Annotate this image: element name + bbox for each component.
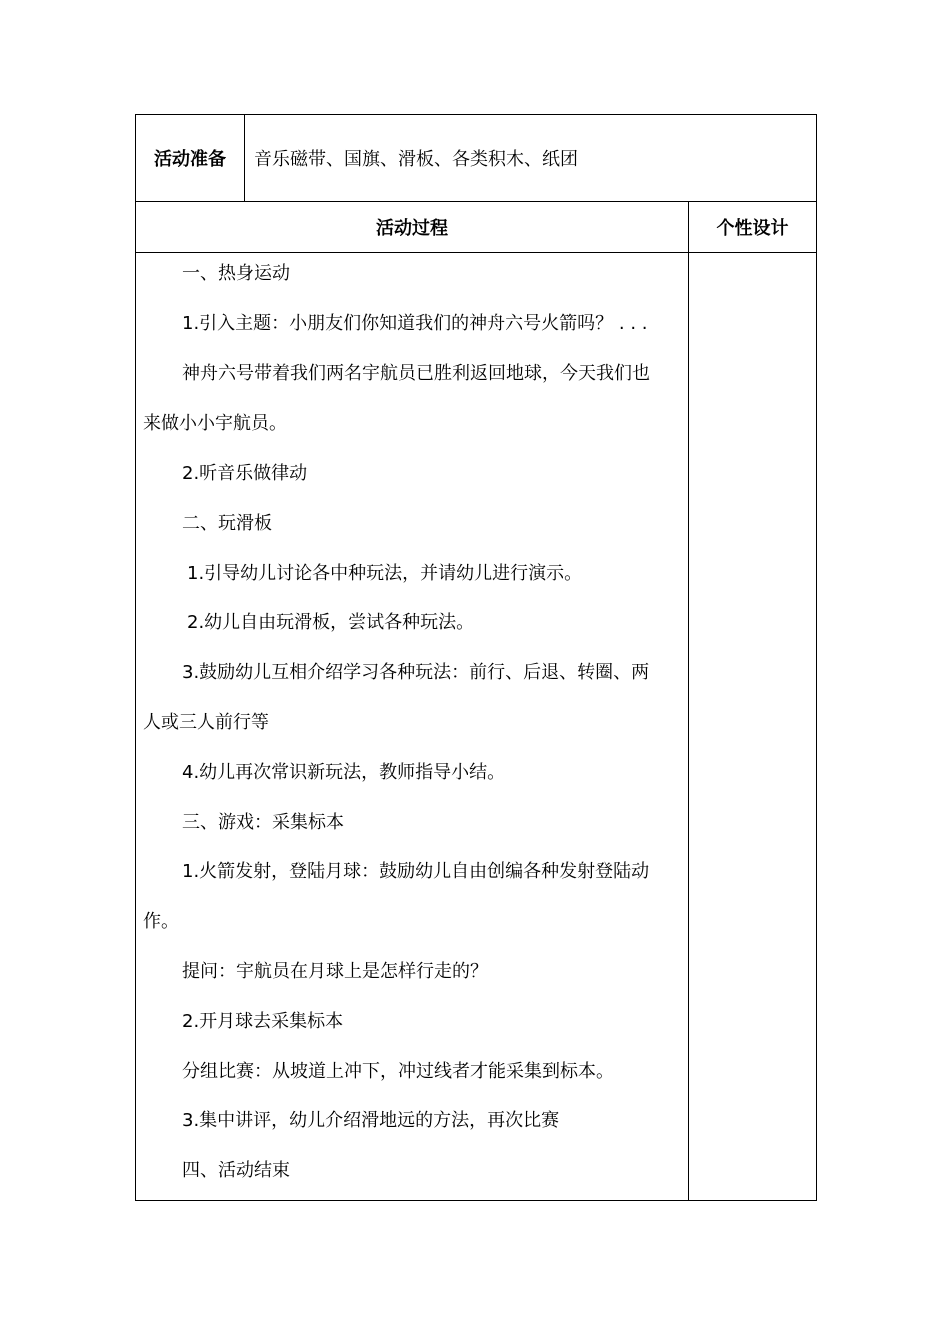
preparation-label: 活动准备 bbox=[136, 115, 245, 201]
process-line: 一、热身运动 bbox=[182, 263, 290, 284]
process-line: 1.引入主题：小朋友们你知道我们的神舟六号火箭吗？ . . . bbox=[182, 313, 648, 334]
process-line: 分组比赛：从坡道上冲下，冲过线者才能采集到标本。 bbox=[182, 1061, 614, 1082]
process-line: 2.听音乐做律动 bbox=[182, 463, 308, 484]
process-line: 二、玩滑板 bbox=[182, 513, 272, 534]
body-row bbox=[136, 253, 816, 1200]
process-line: 4.幼儿再次常识新玩法，教师指导小结。 bbox=[182, 762, 506, 783]
preparation-row bbox=[136, 115, 816, 202]
process-cell bbox=[136, 253, 689, 1200]
process-line: 3.鼓励幼儿互相介绍学习各种玩法：前行、后退、转圈、两 bbox=[182, 662, 650, 683]
process-line: 提问：宇航员在月球上是怎样行走的？ bbox=[182, 961, 488, 982]
process-line: 作。 bbox=[143, 911, 179, 932]
design-cell bbox=[689, 253, 816, 1200]
process-line: 来做小小宇航员。 bbox=[143, 413, 287, 434]
design-header: 个性设计 bbox=[716, 218, 789, 239]
process-header: 活动过程 bbox=[136, 202, 689, 252]
process-line: 四、活动结束 bbox=[182, 1160, 290, 1181]
process-line: 3.集中讲评，幼儿介绍滑地远的方法，再次比赛 bbox=[182, 1110, 560, 1131]
process-line: 2.开月球去采集标本 bbox=[182, 1011, 344, 1032]
process-line: 人或三人前行等 bbox=[143, 712, 269, 733]
process-line: 神舟六号带着我们两名宇航员已胜利返回地球，今天我们也 bbox=[182, 363, 650, 384]
lesson-plan-table bbox=[135, 114, 817, 1201]
process-line: 三、游戏：采集标本 bbox=[182, 812, 344, 833]
header-row bbox=[136, 202, 816, 253]
process-line: 2.幼儿自由玩滑板，尝试各种玩法。 bbox=[187, 612, 475, 633]
process-line: 1.引导幼儿讨论各中种玩法，并请幼儿进行演示。 bbox=[187, 563, 583, 584]
process-line: 1.火箭发射，登陆月球：鼓励幼儿自由创编各种发射登陆动 bbox=[182, 861, 650, 882]
preparation-value: 音乐磁带、国旗、滑板、各类积木、纸团 bbox=[254, 149, 578, 170]
